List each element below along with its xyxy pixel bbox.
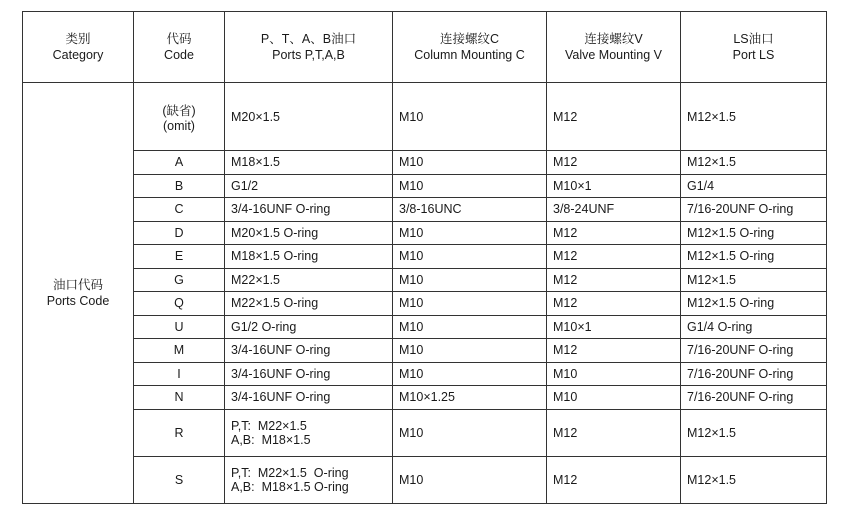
header-column-mounting: 连接螺纹C Column Mounting C	[393, 12, 547, 83]
table-row	[23, 221, 827, 245]
ports-cell: M20×1.5	[225, 83, 393, 151]
ports-cell: M22×1.5 O-ring	[225, 292, 393, 316]
table-row	[23, 83, 827, 151]
column-mounting-cell: M10	[393, 268, 547, 292]
table-row	[23, 315, 827, 339]
ports-cell: P,T: M22×1.5 A,B: M18×1.5	[225, 409, 393, 456]
column-mounting-cell: M10	[393, 221, 547, 245]
code-cell: R	[134, 409, 225, 456]
code-cell: S	[134, 456, 225, 503]
ports-cell: 3/4-16UNF O-ring	[225, 362, 393, 386]
column-mounting-cell: M10	[393, 174, 547, 198]
ports-cell: M18×1.5 O-ring	[225, 245, 393, 269]
column-mounting-cell: M10	[393, 151, 547, 175]
port-ls-cell: M12×1.5	[681, 456, 827, 503]
valve-mounting-cell: M12	[547, 456, 681, 503]
column-mounting-cell: M10	[393, 292, 547, 316]
port-ls-cell: M12×1.5	[681, 268, 827, 292]
valve-mounting-cell: M10	[547, 362, 681, 386]
valve-mounting-cell: M12	[547, 221, 681, 245]
code-cell: G	[134, 268, 225, 292]
code-cell: U	[134, 315, 225, 339]
code-cell: A	[134, 151, 225, 175]
port-ls-cell: M12×1.5 O-ring	[681, 292, 827, 316]
column-mounting-cell: M10	[393, 409, 547, 456]
table-row	[23, 198, 827, 222]
valve-mounting-cell: M10×1	[547, 315, 681, 339]
column-mounting-cell: M10	[393, 339, 547, 363]
ports-cell: M22×1.5	[225, 268, 393, 292]
port-ls-cell: 7/16-20UNF O-ring	[681, 339, 827, 363]
table-row	[23, 174, 827, 198]
port-ls-cell: 7/16-20UNF O-ring	[681, 386, 827, 410]
ports-cell: P,T: M22×1.5 O-ring A,B: M18×1.5 O-ring	[225, 456, 393, 503]
valve-mounting-cell: 3/8-24UNF	[547, 198, 681, 222]
table-row	[23, 292, 827, 316]
header-valve-mounting: 连接螺纹V Valve Mounting V	[547, 12, 681, 83]
ports-cell: G1/2 O-ring	[225, 315, 393, 339]
table-row	[23, 245, 827, 269]
code-cell: M	[134, 339, 225, 363]
header-row	[23, 12, 827, 83]
table-row	[23, 409, 827, 456]
ports-cell: M18×1.5	[225, 151, 393, 175]
ports-cell: 3/4-16UNF O-ring	[225, 339, 393, 363]
code-cell: N	[134, 386, 225, 410]
code-cell: E	[134, 245, 225, 269]
header-ports: P、T、A、B油口 Ports P,T,A,B	[225, 12, 393, 83]
column-mounting-cell: M10	[393, 315, 547, 339]
table-row	[23, 151, 827, 175]
valve-mounting-cell: M10×1	[547, 174, 681, 198]
port-ls-cell: M12×1.5	[681, 151, 827, 175]
valve-mounting-cell: M10	[547, 386, 681, 410]
column-mounting-cell: M10×1.25	[393, 386, 547, 410]
port-ls-cell: M12×1.5	[681, 83, 827, 151]
ports-cell: G1/2	[225, 174, 393, 198]
category-cell: 油口代码 Ports Code	[23, 83, 134, 504]
code-cell: (缺省) (omit)	[134, 83, 225, 151]
header-code: 代码 Code	[134, 12, 225, 83]
port-ls-cell: 7/16-20UNF O-ring	[681, 198, 827, 222]
code-cell: D	[134, 221, 225, 245]
ports-cell: 3/4-16UNF O-ring	[225, 386, 393, 410]
port-ls-cell: M12×1.5 O-ring	[681, 245, 827, 269]
port-ls-cell: M12×1.5	[681, 409, 827, 456]
table-row	[23, 456, 827, 503]
header-port-ls: LS油口 Port LS	[681, 12, 827, 83]
code-cell: B	[134, 174, 225, 198]
column-mounting-cell: M10	[393, 245, 547, 269]
valve-mounting-cell: M12	[547, 409, 681, 456]
code-cell: Q	[134, 292, 225, 316]
valve-mounting-cell: M12	[547, 245, 681, 269]
ports-code-table	[22, 11, 827, 504]
column-mounting-cell: M10	[393, 362, 547, 386]
table-row	[23, 268, 827, 292]
header-category: 类别 Category	[23, 12, 134, 83]
valve-mounting-cell: M12	[547, 268, 681, 292]
port-ls-cell: 7/16-20UNF O-ring	[681, 362, 827, 386]
column-mounting-cell: 3/8-16UNC	[393, 198, 547, 222]
column-mounting-cell: M10	[393, 456, 547, 503]
code-cell: C	[134, 198, 225, 222]
valve-mounting-cell: M12	[547, 292, 681, 316]
table-row	[23, 362, 827, 386]
valve-mounting-cell: M12	[547, 151, 681, 175]
table-row	[23, 386, 827, 410]
table-row	[23, 339, 827, 363]
code-cell: I	[134, 362, 225, 386]
ports-cell: M20×1.5 O-ring	[225, 221, 393, 245]
valve-mounting-cell: M12	[547, 339, 681, 363]
column-mounting-cell: M10	[393, 83, 547, 151]
valve-mounting-cell: M12	[547, 83, 681, 151]
ports-cell: 3/4-16UNF O-ring	[225, 198, 393, 222]
port-ls-cell: G1/4	[681, 174, 827, 198]
port-ls-cell: G1/4 O-ring	[681, 315, 827, 339]
port-ls-cell: M12×1.5 O-ring	[681, 221, 827, 245]
